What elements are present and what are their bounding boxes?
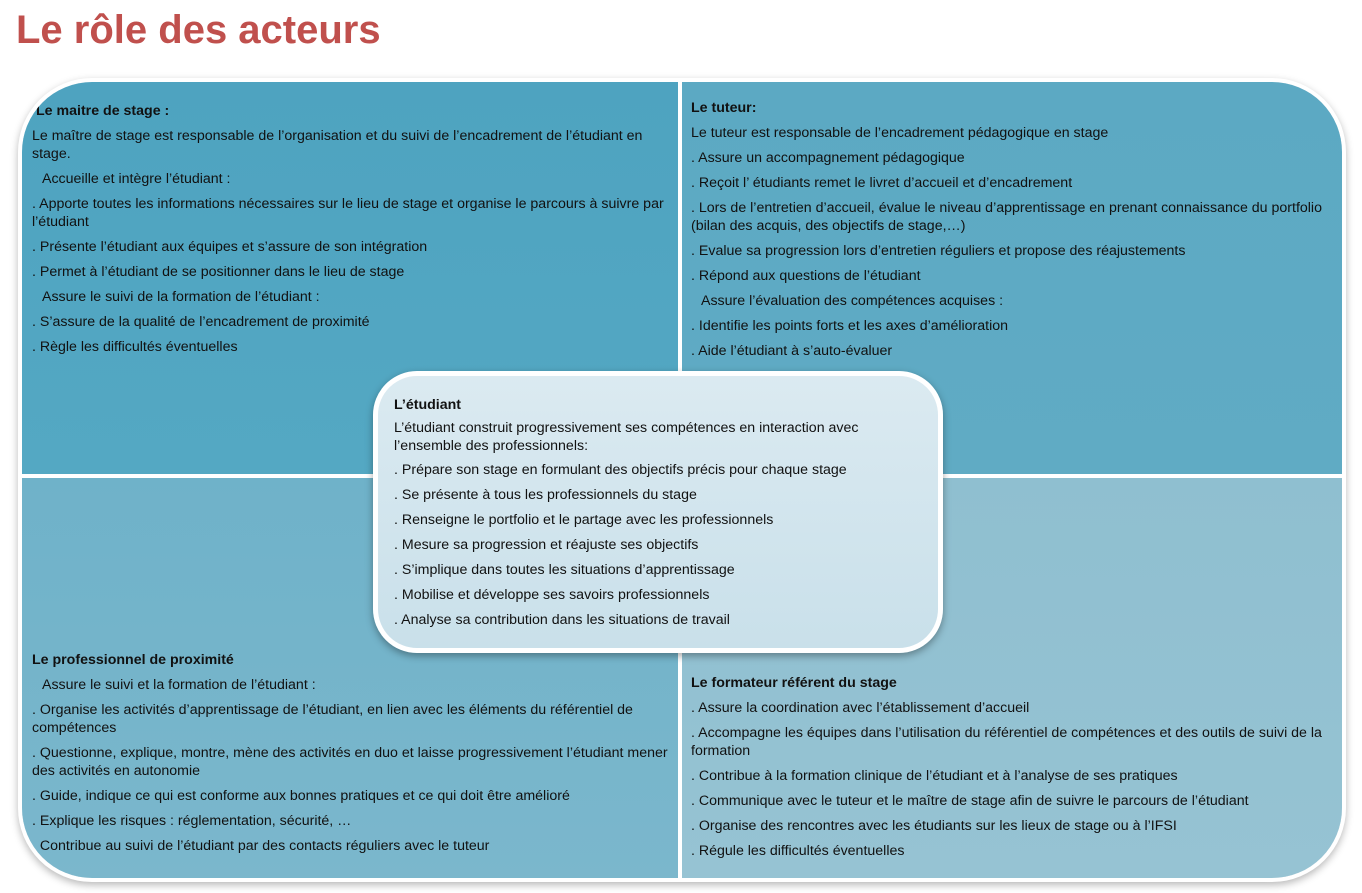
panel-etudiant (373, 371, 943, 653)
list-item: Accueille et intègre l’étudiant : (42, 171, 231, 187)
list-item: . S’implique dans toutes les situations d’apprentissage (394, 562, 735, 578)
list-item: . Questionne, explique, montre, mène des activités en duo et laisse progressivement l’étudiant mener des activités en autonomie (32, 745, 668, 779)
list-item: . Permet à l’étudiant de se positionner dans le lieu de stage (32, 264, 405, 280)
list-item: . Evalue sa progression lors d’entretien réguliers et propose des réajustements (691, 243, 1186, 259)
panel-list (691, 149, 1328, 360)
panel-heading: Le professionnel de proximité (32, 652, 234, 668)
list-item: . Organise les activités d’apprentissage de l’étudiant, en lien avec les éléments du référentiel de compétences (32, 702, 633, 736)
list-item: . Guide, indique ce qui est conforme aux bonnes pratiques et ce qui doit être amélioré (32, 788, 570, 804)
list-item: . Régule les difficultés éventuelles (691, 843, 905, 859)
panel-intro: L’étudiant construit progressivement ses compétences en interaction avec l’ensemble des professionnels: (394, 420, 859, 454)
panel-intro: Le tuteur est responsable de l’encadrement pédagogique en stage (691, 125, 1109, 141)
list-item: . Contribue à la formation clinique de l’étudiant et à l’analyse de ses pratiques (691, 768, 1178, 784)
list-item: . Assure la coordination avec l’établissement d’accueil (691, 700, 1030, 716)
list-item: . Reçoit l’ étudiants remet le livret d’accueil et d’encadrement (691, 175, 1073, 191)
panel-list (32, 676, 668, 855)
list-item: . Identifie les points forts et les axes d’amélioration (691, 318, 1009, 334)
list-item: . Prépare son stage en formulant des objectifs précis pour chaque stage (394, 462, 847, 478)
list-item: . Analyse sa contribution dans les situations de travail (394, 612, 730, 628)
list-item: Assure le suivi de la formation de l’étudiant : (42, 289, 320, 305)
list-item: . Explique les risques : réglementation, sécurité, … (32, 813, 352, 829)
panel-heading: Le maitre de stage : (36, 103, 170, 119)
list-item: . Accompagne les équipes dans l’utilisation du référentiel de compétences et des outils de suivi de la formation (691, 725, 1322, 759)
panel-list (691, 699, 1328, 860)
panel-list (32, 170, 670, 356)
list-item: Assure l’évaluation des compétences acquises : (701, 293, 1004, 309)
panel-heading: Le formateur référent du stage (691, 675, 897, 691)
list-item: . Renseigne le portfolio et le partage avec les professionnels (394, 512, 774, 528)
list-item: . Se présente à tous les professionnels du stage (394, 487, 697, 503)
list-item: . Apporte toutes les informations nécessaires sur le lieu de stage et organise le parcours à suivre par l’étudiant (32, 196, 664, 230)
list-item: Assure le suivi et la formation de l’étudiant : (42, 677, 316, 693)
list-item: . Présente l’étudiant aux équipes et s’assure de son intégration (32, 239, 428, 255)
list-item: . Assure un accompagnement pédagogique (691, 150, 965, 166)
list-item: . Répond aux questions de l’étudiant (691, 268, 921, 284)
panel-list (394, 461, 920, 629)
list-item: . Aide l’étudiant à s’auto-évaluer (691, 343, 893, 359)
list-item: . S’assure de la qualité de l’encadrement de proximité (32, 314, 370, 330)
list-item: . Contribue au suivi de l’étudiant par des contacts réguliers avec le tuteur (32, 838, 490, 854)
list-item: . Lors de l’entretien d’accueil, évalue le niveau d’apprentissage en prenant connaissance du portfolio (bilan des acquis, des objectifs de stage,…) (691, 200, 1322, 234)
list-item: . Organise des rencontres avec les étudiants sur les lieux de stage ou à l’IFSI (691, 818, 1177, 834)
page-title: Le rôle des acteurs (16, 8, 381, 52)
list-item: . Mobilise et développe ses savoirs professionnels (394, 587, 710, 603)
panel-heading: Le tuteur: (691, 100, 757, 116)
list-item: . Mesure sa progression et réajuste ses objectifs (394, 537, 699, 553)
panel-intro: Le maître de stage est responsable de l’organisation et du suivi de l’encadrement de l’étudiant en stage. (32, 128, 643, 162)
list-item: . Règle les difficultés éventuelles (32, 339, 238, 355)
panel-heading: L’étudiant (394, 397, 461, 413)
list-item: . Communique avec le tuteur et le maître de stage afin de suivre le parcours de l’étudiant (691, 793, 1249, 809)
